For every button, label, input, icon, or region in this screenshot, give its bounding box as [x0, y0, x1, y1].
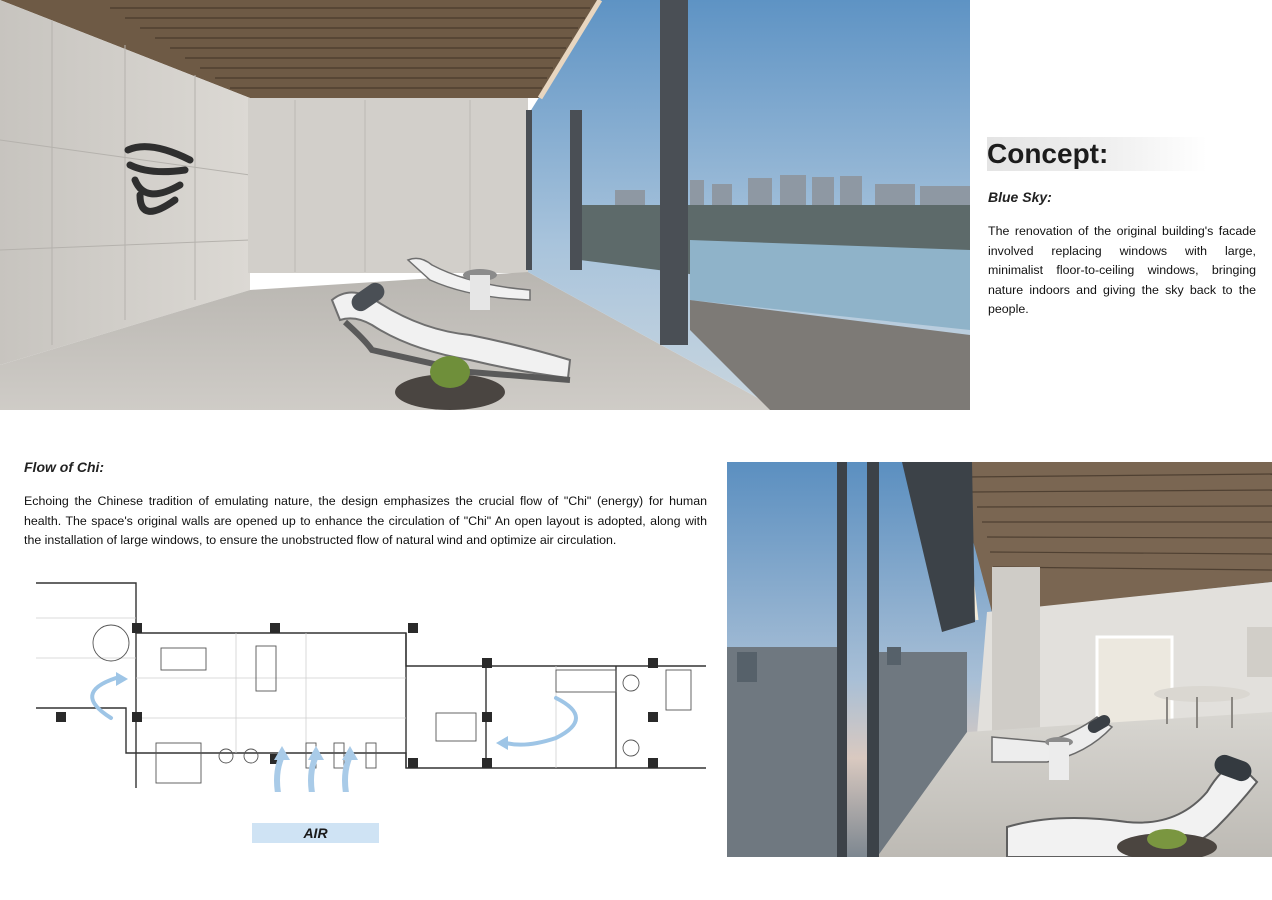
air-label: AIR	[252, 823, 379, 843]
concept-title: Concept:	[987, 137, 1207, 171]
blue-sky-description: The renovation of the original building's facade involved replacing windows with large, minimalist floor-to-ceiling windows, bringing nature indoors and giving the sky back to the people.	[988, 224, 1256, 316]
floor-plan-diagram	[36, 578, 708, 792]
blue-sky-title: Blue Sky:	[988, 189, 1052, 205]
lounge-interior-photo	[727, 462, 1272, 857]
flow-of-chi-description: Echoing the Chinese tradition of emulating nature, the design emphasizes the crucial flow of "Chi" (energy) for human health. The space's original walls are opened up to enhance the circulation of "Chi" An open layout is adopted, along with the installation of large windows, to ensure the unobstructed flow of natural wind and optimize air circulation.	[24, 494, 707, 547]
lounge-window-photo	[0, 0, 970, 410]
flow-of-chi-title: Flow of Chi:	[24, 459, 105, 475]
